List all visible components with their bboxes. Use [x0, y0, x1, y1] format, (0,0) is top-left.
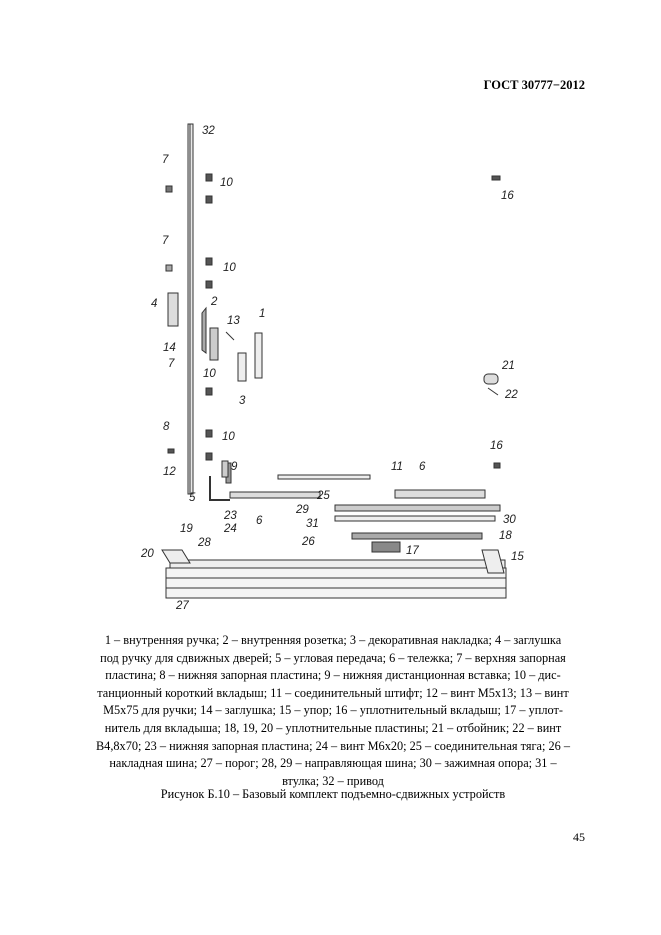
callout-label: 24	[224, 523, 237, 535]
callout-label: 27	[176, 600, 189, 612]
callout-label: 6	[256, 515, 263, 527]
callout-label: 30	[503, 514, 516, 526]
callout-label: 10	[222, 431, 235, 443]
callout-label: 7	[162, 154, 169, 166]
callout-label: 14	[163, 342, 176, 354]
legend-line: В4,8х70; 23 – нижняя запорная пластина; 24 – винт М6х20; 25 – соединительная тяга; 26 –	[95, 738, 571, 753]
callout-label: 6	[419, 461, 426, 473]
callout-label: 4	[151, 298, 158, 310]
page-number: 45	[573, 830, 585, 844]
callout-label: 29	[296, 504, 309, 516]
callout-label: 20	[141, 548, 154, 560]
callout-label: 15	[511, 551, 524, 563]
callout-label: 32	[202, 125, 215, 137]
callout-label: 11	[391, 461, 403, 473]
callout-label: 10	[223, 262, 236, 274]
callout-label: 22	[505, 389, 518, 401]
callout-label: 9	[231, 461, 238, 473]
callout-label: 25	[317, 490, 330, 502]
legend-line: накладная шина; 27 – порог; 28, 29 – направляющая шина; 30 – зажимная опора; 31 –	[109, 756, 557, 771]
callout-label: 7	[168, 358, 175, 370]
callout-label: 31	[306, 518, 319, 530]
callout-label: 7	[162, 235, 169, 247]
callout-label: 18	[499, 530, 512, 542]
legend-line: 1 – внутренняя ручка; 2 – внутренняя розетка; 3 – декоративная накладка; 4 – заглушка	[104, 633, 562, 647]
callout-label: 10	[220, 177, 233, 189]
callout-label: 2	[211, 296, 218, 308]
document-header: ГОСТ 30777−2012	[483, 78, 585, 92]
callout-label: 5	[189, 492, 196, 504]
callout-label: 17	[406, 545, 419, 557]
legend-line: втулка; 32 – привод	[282, 773, 384, 788]
callout-label: 19	[180, 523, 193, 535]
legend-line: пластина; 8 – нижняя запорная пластина; 9 – нижняя дистанционная вставка; 10 – дис-	[105, 668, 561, 683]
callout-label: 28	[198, 537, 211, 549]
callout-label: 8	[163, 421, 170, 433]
legend-line: нитель для вкладыша; 18, 19, 20 – уплотнительные пластины; 21 – отбойник; 22 – винт	[104, 720, 562, 735]
figure-drawing	[130, 118, 530, 618]
callout-label: 12	[163, 466, 176, 478]
callout-label: 3	[239, 395, 246, 407]
callout-label: 21	[502, 360, 515, 372]
callout-label: 13	[227, 315, 240, 327]
callout-label: 26	[302, 536, 315, 548]
callout-label: 16	[490, 440, 503, 452]
figure-legend	[63, 632, 603, 790]
technical-drawing	[130, 118, 530, 618]
callout-label: 10	[203, 368, 216, 380]
callout-label: 1	[259, 308, 266, 320]
callout-label: 23	[224, 510, 237, 522]
legend-line: под ручку для сдвижных дверей; 5 – угловая передача; 6 – тележка; 7 – верхняя запорная	[100, 650, 566, 665]
callout-label: 16	[501, 190, 514, 202]
legend-line: М5х75 для ручки; 14 – заглушка; 15 – упор; 16 – уплотнительный вкладыш; 17 – уплот-	[103, 703, 563, 718]
figure-title: Рисунок Б.10 – Базовый комплект подъемно-сдвижных устройств	[160, 787, 506, 801]
legend-line: танционный короткий вкладыш; 11 – соединительный штифт; 12 – винт М5х13; 13 – винт	[97, 685, 569, 700]
